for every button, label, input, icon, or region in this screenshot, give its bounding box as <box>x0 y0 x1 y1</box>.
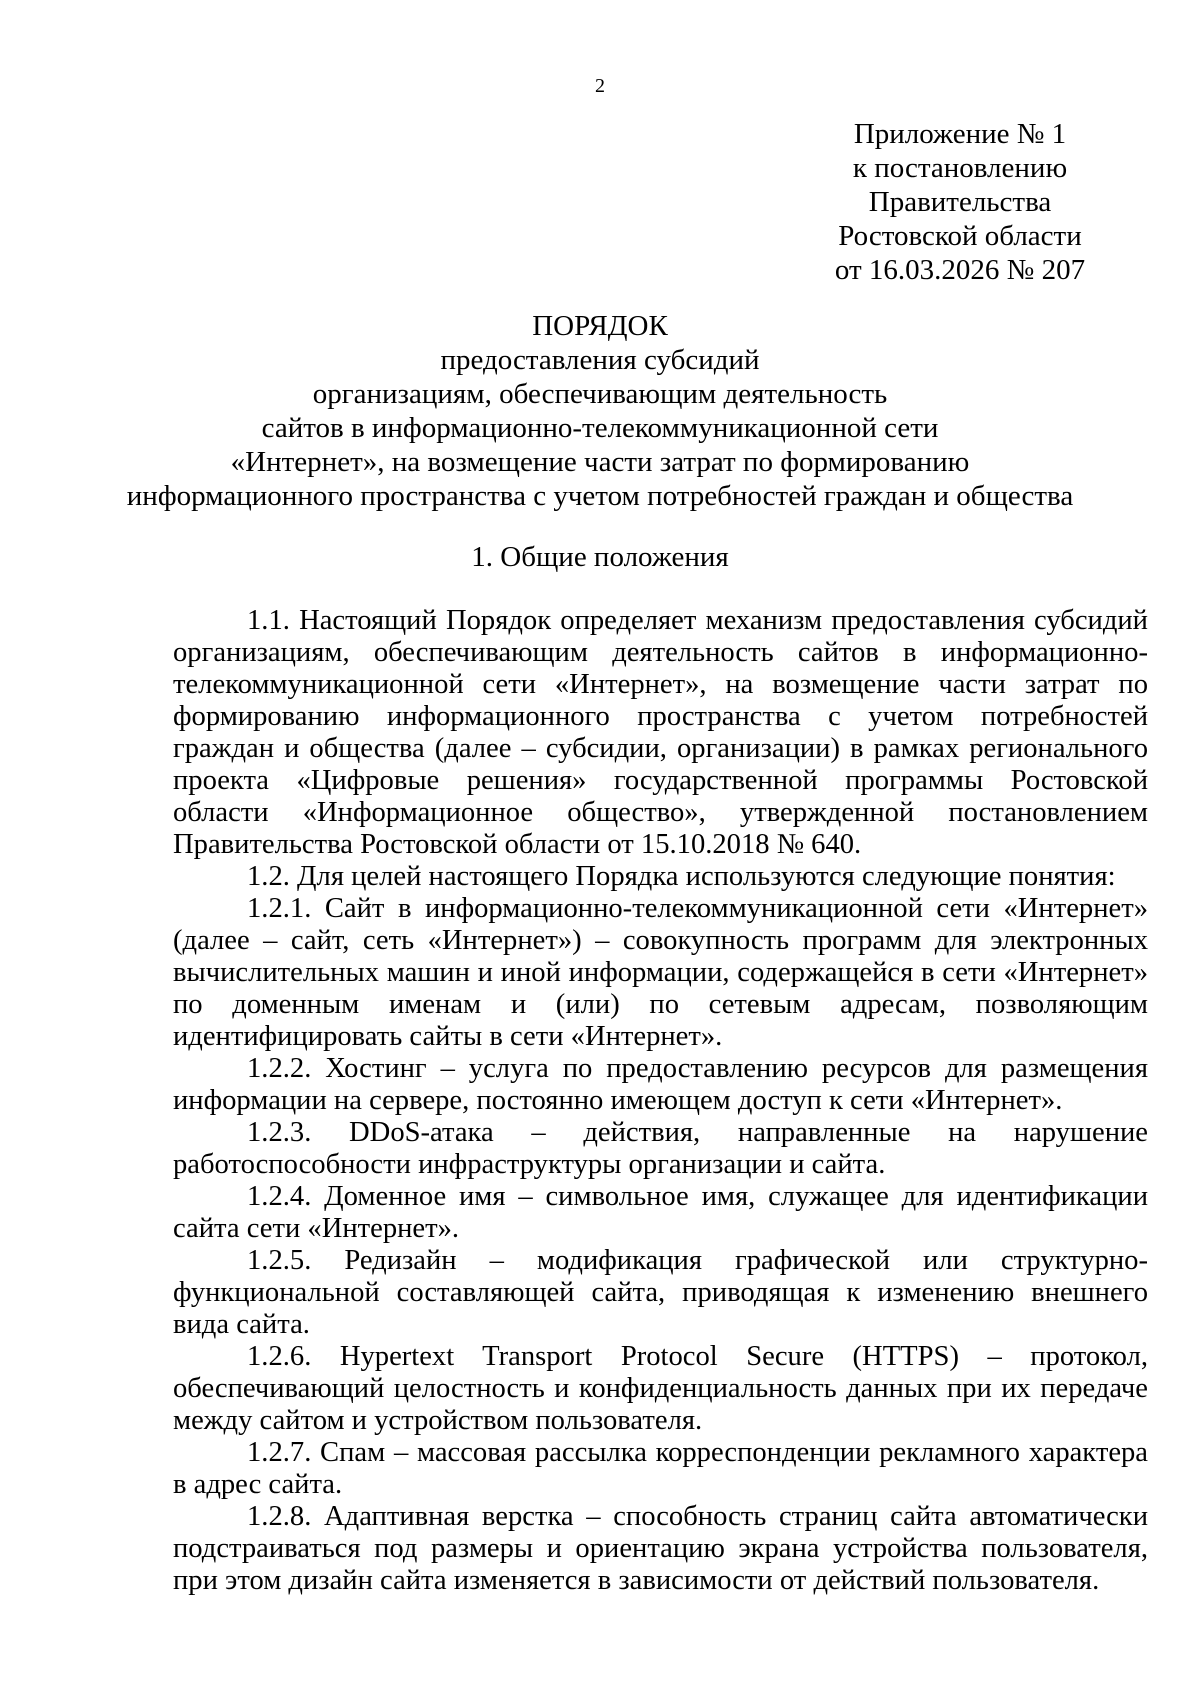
paragraph: 1.2.3. DDoS-атака – действия, направленные на нарушение работоспособности инфраструктуры организации и сайта. <box>173 1117 1148 1180</box>
appendix-reference <box>780 117 1140 287</box>
paragraph: 1.2. Для целей настоящего Порядка используются следующие понятия: <box>247 861 1116 892</box>
document-title <box>0 309 1200 513</box>
paragraph: 1.2.5. Редизайн – модификация графической или структурно-функциональной составляющей сайта, приводящая к изменению внешнего вида сайта. <box>173 1245 1148 1340</box>
paragraph: 1.2.8. Адаптивная верстка – способность страниц сайта автоматически подстраиваться под размеры и ориентацию экрана устройства пользователя, при этом дизайн сайта изменяется в зависимости от действий пользователя. <box>173 1501 1148 1596</box>
appendix-line: от 16.03.2026 № 207 <box>834 254 1086 286</box>
title-line: организациям, обеспечивающим деятельность <box>312 378 888 410</box>
title-heading: ПОРЯДОК <box>532 310 668 342</box>
title-line: информационного пространства с учетом потребностей граждан и общества <box>126 480 1074 512</box>
paragraph: 1.2.6. Hypertext Transport Protocol Secure (HTTPS) – протокол, обеспечивающий целостность и конфиденциальность данных при их передаче между сайтом и устройством пользователя. <box>173 1341 1148 1436</box>
paragraph: 1.1. Настоящий Порядок определяет механизм предоставления субсидий организациям, обеспечивающим деятельность сайтов в информационно-телекоммуникационной сети «Интернет», на возмещение части затрат по формированию информационного пространства с учетом потребностей граждан и общества (далее – субсидии, организации) в рамках регионального проекта «Цифровые решения» государственной программы Ростовской области «Информационное общество», утвержденной постановлением Правительства Ростовской области от 15.10.2018 № 640. <box>173 605 1148 860</box>
paragraph: 1.2.7. Спам – массовая рассылка корреспонденции рекламного характера в адрес сайта. <box>173 1437 1148 1500</box>
section-heading: 1. Общие положения <box>471 541 729 573</box>
paragraph: 1.2.4. Доменное имя – символьное имя, служащее для идентификации сайта сети «Интернет». <box>173 1181 1148 1244</box>
paragraph: 1.2.2. Хостинг – услуга по предоставлению ресурсов для размещения информации на сервере, постоянно имеющем доступ к сети «Интернет». <box>173 1053 1148 1116</box>
paragraph: 1.2.1. Сайт в информационно-телекоммуникационной сети «Интернет» (далее – сайт, сеть «Интернет») – совокупность программ для электронных вычислительных машин и иной информации, содержащейся в сети «Интернет» по доменным именам и (или) по сетевым адресам, позволяющим идентифицировать сайты в сети «Интернет». <box>173 893 1148 1052</box>
appendix-line: Приложение № 1 <box>853 118 1067 150</box>
appendix-line: к постановлению <box>852 152 1068 184</box>
page-number: 2 <box>595 75 605 97</box>
appendix-line: Ростовской области <box>838 220 1082 252</box>
title-line: предоставления субсидий <box>440 344 760 376</box>
appendix-line: Правительства <box>868 186 1052 218</box>
title-line: сайтов в информационно-телекоммуникационной сети <box>261 412 939 444</box>
title-line: «Интернет», на возмещение части затрат по формированию <box>230 446 970 478</box>
section-body <box>173 605 1148 1597</box>
